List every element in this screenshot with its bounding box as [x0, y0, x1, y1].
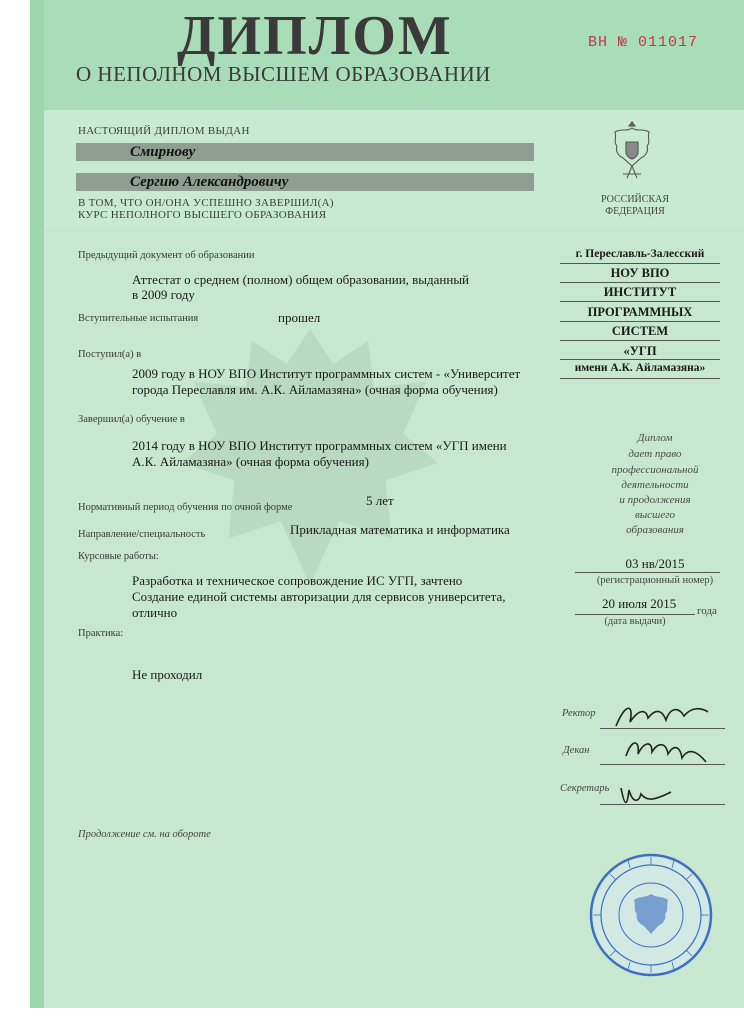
document-title: ДИПЛОМ: [177, 5, 453, 67]
rector-label: Ректор: [562, 708, 596, 719]
rights-line-5: и продолжения: [619, 494, 691, 506]
rule: [560, 263, 720, 264]
coursework-line-2: Создание единой системы авторизации для сервисов университета,: [132, 589, 506, 604]
rights-line-1: Диплом: [637, 432, 673, 444]
institution-line-2: ИНСТИТУТ: [603, 285, 677, 299]
direction-label: Направление/специальность: [78, 529, 206, 540]
prev-doc-label: Предыдущий документ об образовании: [78, 250, 255, 261]
entrance-label: Вступительные испытания: [78, 313, 199, 324]
emblem-line-2: ФЕДЕРАЦИЯ: [605, 206, 665, 217]
rights-line-4: деятельности: [621, 479, 689, 491]
finished-line-2: А.К. Айламазяна» (очная форма обучения): [132, 454, 369, 469]
practice-label: Практика:: [78, 628, 124, 639]
coursework-line-3: отлично: [132, 605, 178, 620]
coat-of-arms-icon: [609, 118, 655, 186]
institution-line-4: СИСТЕМ: [611, 324, 669, 338]
registration-number: 03 нв/2015: [625, 556, 685, 571]
rule: [575, 572, 720, 573]
issue-year-word: года: [697, 605, 717, 617]
rule: [560, 301, 720, 302]
issued-label: НАСТОЯЩИЙ ДИПЛОМ ВЫДАН: [78, 125, 250, 137]
completion-line-1: В ТОМ, ЧТО ОН/ОНА УСПЕШНО ЗАВЕРШИЛ(А): [78, 197, 334, 209]
enrolled-line-1: 2009 году в НОУ ВПО Институт программных систем - «Университет: [132, 366, 521, 381]
issue-date: 20 июля 2015: [602, 596, 677, 611]
rule: [575, 614, 695, 615]
recipient-surname: Смирнову: [130, 144, 196, 160]
emblem-line-1: РОССИЙСКАЯ: [600, 194, 670, 205]
prev-doc-line-2: в 2009 году: [132, 287, 195, 302]
recipient-given-names: Сергию Александровичу: [130, 174, 289, 190]
period-value: 5 лет: [366, 493, 394, 508]
secretary-label: Секретарь: [560, 783, 610, 794]
institution-line-3: ПРОГРАММНЫХ: [587, 305, 693, 319]
institution-line-1: НОУ ВПО: [610, 266, 670, 280]
prev-doc-line-1: Аттестат о среднем (полном) общем образовании, выданный: [132, 272, 470, 287]
dean-label: Декан: [563, 745, 590, 756]
official-seal: [588, 852, 714, 978]
rights-line-2: дает право: [628, 448, 682, 460]
completion-line-2: КУРС НЕПОЛНОГО ВЫСШЕГО ОБРАЗОВАНИЯ: [78, 209, 327, 221]
enrolled-label: Поступил(а) в: [78, 349, 142, 360]
issue-date-label: (дата выдачи): [604, 616, 666, 627]
document-subtitle: О НЕПОЛНОМ ВЫСШЕМ ОБРАЗОВАНИИ: [76, 62, 491, 86]
left-border-stripe: [30, 0, 44, 1008]
continued-note: Продолжение см. на обороте: [78, 829, 211, 840]
secretary-signature: [615, 780, 675, 812]
rights-line-6: высшего: [634, 509, 676, 521]
registration-number-label: (регистрационный номер): [596, 575, 714, 586]
rule: [560, 282, 720, 283]
serial-number: ВН № 011017: [588, 34, 699, 51]
dean-signature: [622, 734, 712, 770]
coursework-line-1: Разработка и техническое сопровождение ИС УГП, зачтено: [132, 573, 463, 588]
practice-value: Не проходил: [132, 667, 203, 682]
rights-line-3: профессиональной: [611, 464, 699, 476]
rector-signature: [612, 700, 712, 732]
direction-value: Прикладная математика и информатика: [290, 522, 510, 537]
rule: [560, 359, 720, 360]
period-label: Нормативный период обучения по очной форме: [78, 502, 293, 513]
rights-line-7: образования: [626, 524, 684, 536]
institution-city: г. Переславль-Залесский: [575, 248, 705, 260]
finished-label: Завершил(а) обучение в: [78, 414, 185, 425]
rule: [560, 321, 720, 322]
coursework-label: Курсовые работы:: [78, 551, 159, 562]
institution-line-5: «УГП: [623, 344, 657, 358]
rule: [560, 378, 720, 379]
finished-line-1: 2014 году в НОУ ВПО Институт программных систем «УГП имени: [132, 438, 507, 453]
entrance-value: прошел: [278, 310, 321, 325]
enrolled-line-2: города Переславля им. А.К. Айламазяна» (очная форма обучения): [132, 382, 498, 397]
institution-line-6: имени А.К. Айламазяна»: [574, 362, 706, 374]
rule: [560, 340, 720, 341]
